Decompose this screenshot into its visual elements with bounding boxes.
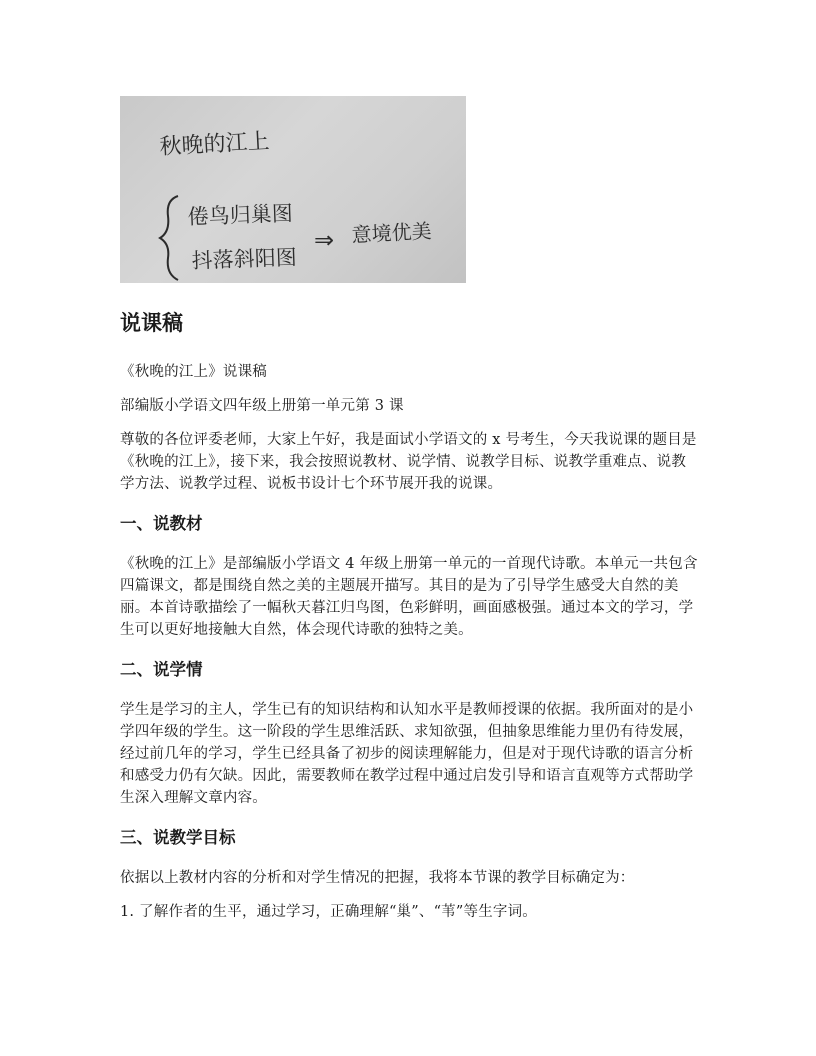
- handwriting-line-3: 抖落斜阳图: [191, 245, 298, 273]
- curly-brace-icon: [160, 196, 178, 280]
- handwriting-arrow: ⇒: [314, 226, 335, 254]
- section-heading-students: 二、说学情: [120, 660, 203, 679]
- section-body-students: 学生是学习的主人，学生已有的知识结构和认知水平是教师授课的依据。我所面对的是小学四年级的学生。这一阶段的学生思维活跃、求知欲强，但抽象思维能力里仍有待发展，经过前几年的学习，学生已经具备了初步的阅读理解能力，但是对于现代诗歌的语言分析和感受力仍有欠缺。因此，需要教师在教学过程中通过启发引导和语言直观等方式帮助学生深入理解文章内容。: [120, 702, 694, 806]
- section-heading-textbook: 一、说教材: [120, 514, 203, 533]
- handwriting-line-2: 倦鸟归巢图: [187, 201, 294, 229]
- unit-line: 部编版小学语文四年级上册第一单元第 3 课: [120, 398, 404, 414]
- handwritten-note-photo: [120, 96, 466, 283]
- handwriting-line-1: 秋晚的江上: [159, 129, 271, 160]
- handwriting-drawing: [120, 96, 466, 283]
- section-body-textbook: 《秋晚的江上》是部编版小学语文 4 年级上册第一单元的一首现代诗歌。本单元一共包含四篇课文，都是围绕自然之美的主题展开描写。其目的是为了引导学生感受大自然的美丽。本首诗歌描绘了一幅秋天暮江归鸟图，色彩鲜明，画面感极强。通过本文的学习，学生可以更好地接触大自然，体会现代诗歌的独特之美。: [120, 556, 698, 638]
- document-title: 说课稿: [120, 310, 183, 335]
- subtitle: 《秋晚的江上》说课稿: [120, 364, 267, 380]
- handwriting-conclusion: 意境优美: [351, 218, 433, 247]
- section-body-goals: 依据以上教材内容的分析和对学生情况的把握，我将本节课的教学目标确定为：: [120, 870, 635, 886]
- section-heading-goals: 三、说教学目标: [120, 828, 236, 847]
- intro-paragraph: 尊敬的各位评委老师，大家上午好，我是面试小学语文的 x 号考生，今天我说课的题目是 《秋晚的江上》，接下来，我会按照说教材、说学情、说教学目标、说教学重难点、说教学方法、说教学过程、说板书设计七个环节展开我的说课。: [120, 432, 697, 492]
- document-page: [120, 96, 698, 923]
- goal-item-1: 1. 了解作者的生平，通过学习，正确理解“巢”、“苇”等生字词。: [120, 904, 537, 920]
